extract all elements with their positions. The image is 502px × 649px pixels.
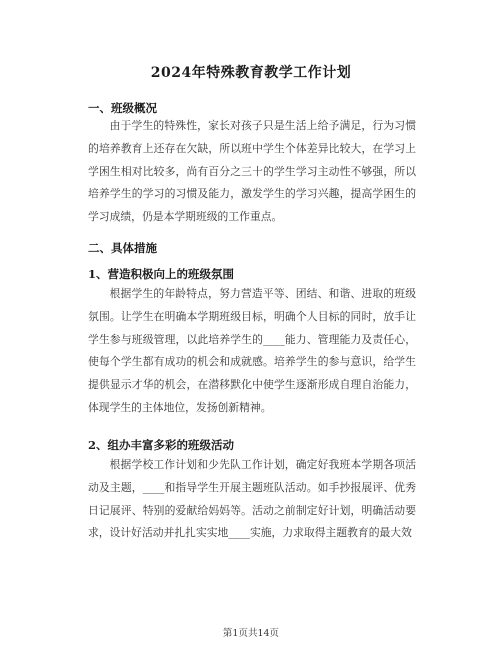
subsection-2-heading: 2、组办丰富多彩的班级活动 (88, 438, 235, 452)
section-2-heading: 二、具体措施 (88, 241, 157, 255)
subsection-2-paragraph (88, 454, 416, 594)
document-title: 2024年特殊教育教学工作计划 (150, 65, 352, 81)
subsection-2-text: 根据学校工作计划和少先队工作计划，确定好我班本学期各项活动及主题，____和指导学生开展主题班队活动。如手抄报展评、优秀日记展评、特别的爱献给妈妈等。活动之前制定好计划，明确活动要求，设计好活动并扎扎实实地____实施，力求取得主题教育的最大效 (88, 458, 416, 540)
section-1-text: 由于学生的特殊性，家长对孩子只是生活上给予满足，行为习惯的培养教育上还存在欠缺，所以班中学生个体差异比较大，在学习上学困生相对比较多，尚有百分之三十的学生学习主动性不够强，所以培养学生的学习的习惯及能力，激发学生的学习兴趣，提高学困生的学习成绩，仍是本学期班级的工作重点。 (88, 119, 416, 224)
subsection-1-paragraph (88, 283, 416, 443)
page-number-footer: 第1页共14页 (222, 628, 280, 639)
section-1-heading: 一、班级概况 (88, 101, 157, 115)
section-1-paragraph (88, 115, 416, 231)
subsection-1-text: 根据学生的年龄特点，努力营造平等、团结、和谐、进取的班级氛围。让学生在明确本学期班级目标，明确个人目标的同时，放手让学生参与班级管理，以此培养学生的____能力、管理能力及责任心，使每个学生都有成功的机会和成就感。培养学生的参与意识，给学生提供显示才华的机会，在潜移默化中使学生逐渐形成自理自治能力，体现学生的主体地位，发扬创新精神。 (88, 287, 416, 414)
subsection-1-heading: 1、营造积极向上的班级氛围 (88, 267, 235, 281)
